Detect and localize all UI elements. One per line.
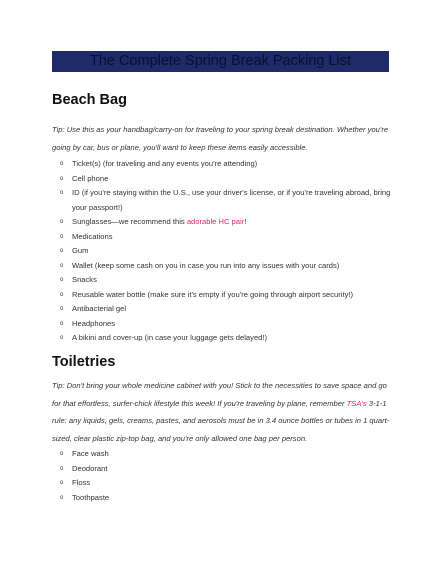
bullet-icon: o [60,248,64,254]
list-item [52,273,397,288]
list-item-text: Ticket(s) (for traveling and any events you're attending) [72,159,258,168]
bullet-icon: o [60,190,64,196]
bullet-icon: o [60,277,64,283]
bullet-icon: o [60,480,64,486]
list-item [52,288,397,303]
bullet-icon: o [60,175,64,182]
toiletries-tip-text: Tip: Don't bring your whole medicine cabinet with you! Stick to the necessities to save space and go for that effortless, surfer-chick lifestyle this week! If you're traveling by plane, remember [52,381,387,408]
sunglasses-link[interactable]: adorable HC pair [186,217,245,226]
beach-bag-list [52,157,397,346]
list-item-text: ID (if you're staying within the U.S., use your driver's license, or if you're traveling abroad, bring your passport!) [72,188,391,212]
document-title: The Complete Spring Break Packing List [52,51,389,72]
list-item-text: Gum [72,246,89,255]
list-item [52,447,397,462]
bullet-icon: o [60,465,64,472]
list-item-text: Snacks [72,275,97,284]
bullet-icon: o [60,451,64,457]
bullet-icon: o [60,335,64,341]
toiletries-tip [52,377,392,447]
list-item [52,230,397,245]
list-item [52,186,397,215]
list-item-text: Face wash [72,449,109,458]
bullet-icon: o [60,219,64,225]
list-item-text: Medications [72,231,113,241]
list-item-text: Deodorant [72,463,108,473]
list-item [52,302,397,317]
list-item [52,215,397,230]
bullet-icon: o [60,494,64,501]
bullet-icon: o [60,320,64,327]
list-item-text: Antibacterial gel [72,304,127,313]
list-item-text: Sunglasses—we recommend this [72,217,187,226]
list-item [52,331,397,346]
list-item [52,244,397,259]
tsa-link[interactable]: TSA's [346,398,367,408]
list-item-text-end: ! [244,217,247,226]
beach-bag-tip: Tip: Use this as your handbag/carry-on for traveling to your spring break destination. Whether you're going by car, bus or plane, you'll want to keep these items easily accessible. [52,125,389,152]
list-item [52,491,397,506]
list-item [52,317,397,332]
bullet-icon: o [60,161,64,167]
list-item-text: Floss [72,478,91,487]
list-item [52,157,397,172]
list-item-text: Wallet (keep some cash on you in case you run into any issues with your cards) [72,260,340,270]
toiletries-heading: Toiletries [52,354,116,370]
list-item [52,172,397,187]
list-item [52,259,397,274]
bullet-icon: o [60,233,64,240]
list-item-text: Cell phone [72,173,109,183]
list-item-text: Reusable water bottle (make sure it's empty if you're going through airport security!) [72,289,354,299]
bullet-icon: o [60,291,64,298]
toiletries-list [52,447,397,505]
toiletries-tip-text-end: 3-1-1 rule: any liquids, gels, creams, pastes, and aerosols must be in 3.4 ounce bottles or tubes in 1 quart-sized, clear plastic zip-top bag, and you're only allowed one bag per person. [52,398,390,443]
bullet-icon: o [60,306,64,312]
list-item [52,462,397,477]
list-item-text: A bikini and cover-up (in case your luggage gets delayed!) [72,333,268,342]
list-item-text: Headphones [72,318,116,328]
beach-bag-heading: Beach Bag [52,92,127,108]
bullet-icon: o [60,262,64,269]
list-item [52,476,397,491]
list-item-text: Toothpaste [72,492,110,502]
